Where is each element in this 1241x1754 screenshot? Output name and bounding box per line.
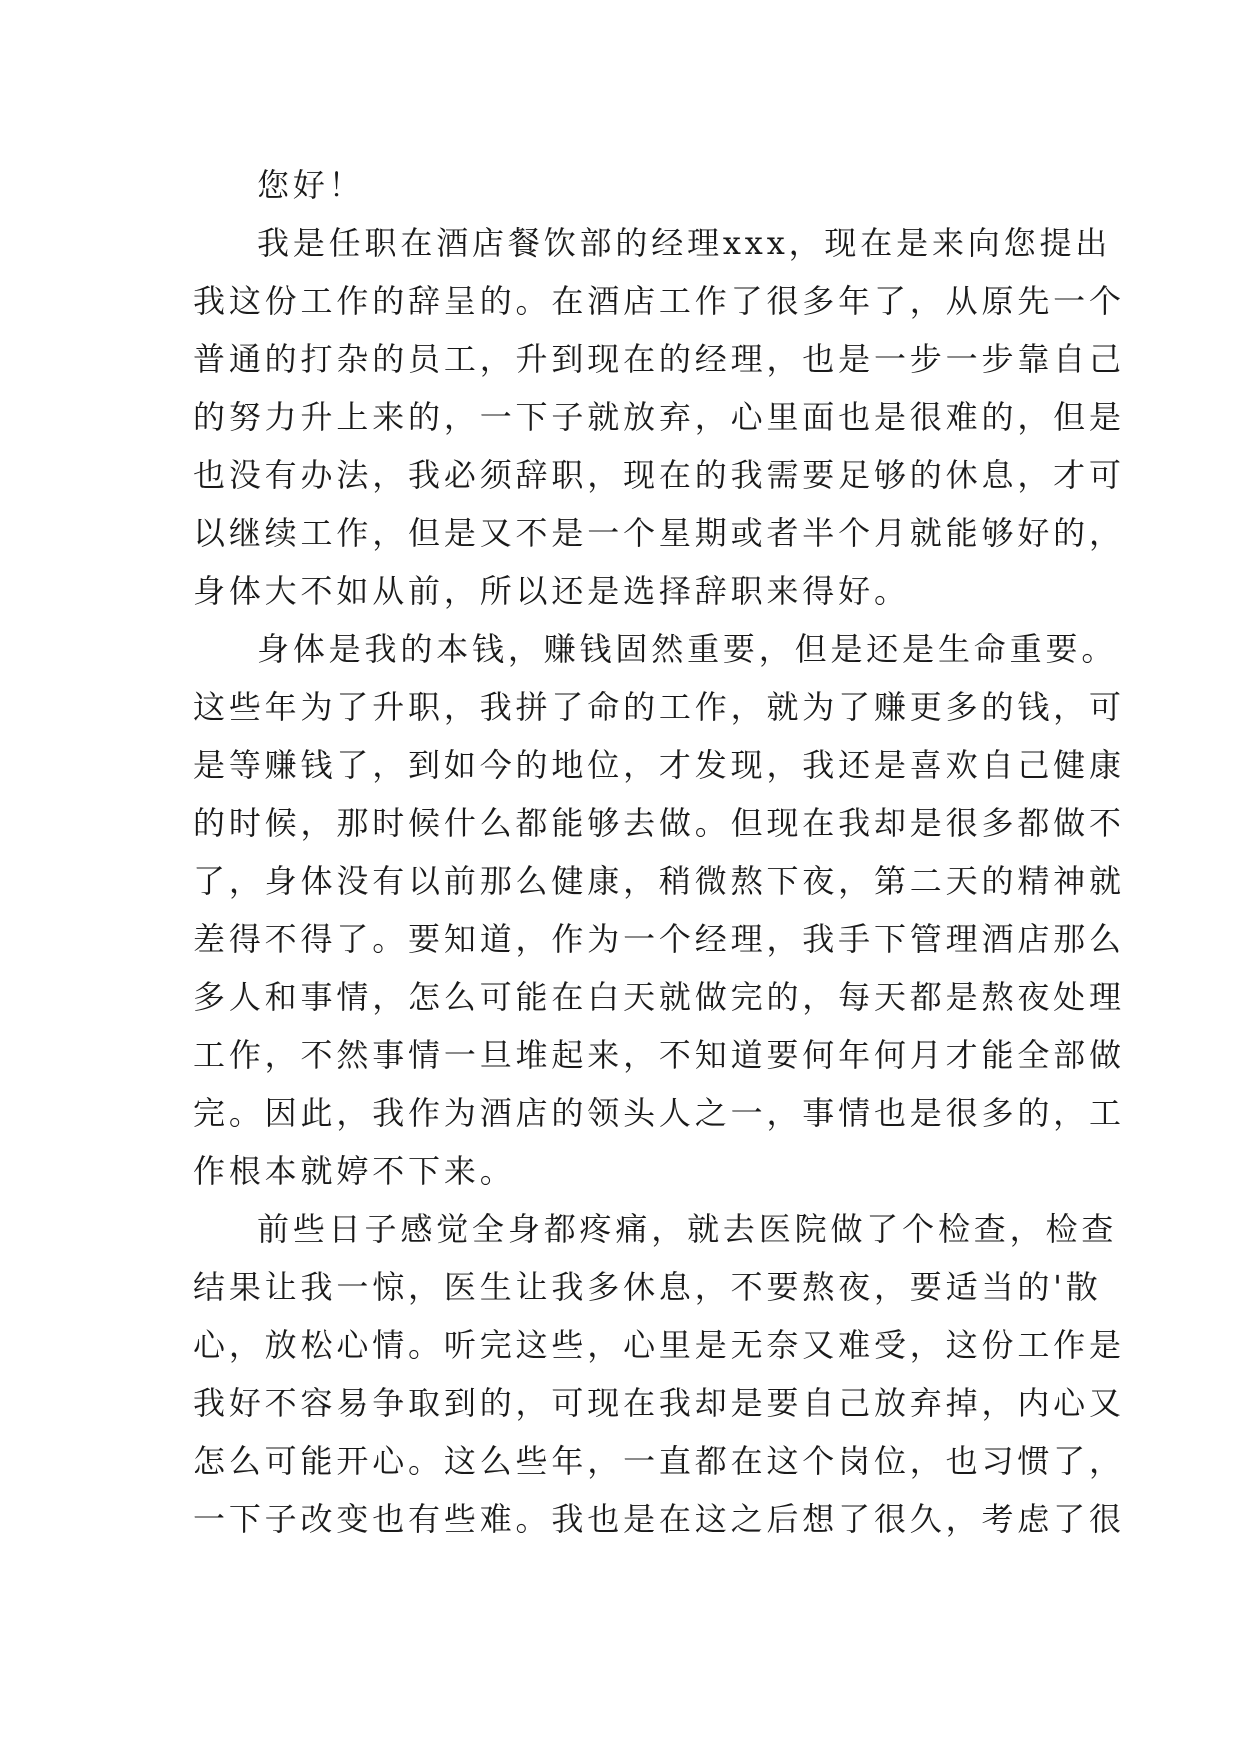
- text-line: 这些年为了升职，我拼了命的工作，就为了赚更多的钱，可: [193, 688, 1125, 726]
- text-line: 心，放松心情。听完这些，心里是无奈又难受，这份工作是: [193, 1326, 1125, 1364]
- letter-body: [193, 156, 1125, 1548]
- text-line: 我这份工作的辞呈的。在酒店工作了很多年了，从原先一个: [193, 282, 1125, 320]
- greeting-line: 您好！: [257, 166, 365, 204]
- text-line: 身体是我的本钱，赚钱固然重要，但是还是生命重要。: [257, 630, 1118, 668]
- text-line: 多人和事情，怎么可能在白天就做完的，每天都是熬夜处理: [193, 978, 1125, 1016]
- text-line: 我是任职在酒店餐饮部的经理xxx，现在是来向您提出: [257, 224, 1112, 262]
- text-line: 普通的打杂的员工，升到现在的经理，也是一步一步靠自己: [193, 340, 1125, 378]
- text-line: 工作，不然事情一旦堆起来，不知道要何年何月才能全部做: [193, 1036, 1125, 1074]
- text-line: 完。因此，我作为酒店的领头人之一，事情也是很多的，工: [193, 1094, 1125, 1132]
- text-line: 的努力升上来的，一下子就放弃，心里面也是很难的，但是: [193, 398, 1125, 436]
- text-line: 差得不得了。要知道，作为一个经理，我手下管理酒店那么: [193, 920, 1125, 958]
- text-line: 怎么可能开心。这么些年，一直都在这个岗位，也习惯了，: [193, 1442, 1125, 1480]
- text-line: 的时候，那时候什么都能够去做。但现在我却是很多都做不: [193, 804, 1125, 842]
- text-line: 结果让我一惊，医生让我多休息，不要熬夜，要适当的'散: [193, 1268, 1102, 1306]
- text-line: 身体大不如从前，所以还是选择辞职来得好。: [193, 572, 910, 610]
- text-line: 了，身体没有以前那么健康，稍微熬下夜，第二天的精神就: [193, 862, 1125, 900]
- text-line: 以继续工作，但是又不是一个星期或者半个月就能够好的，: [193, 514, 1125, 552]
- text-line: 一下子改变也有些难。我也是在这之后想了很久，考虑了很: [193, 1500, 1125, 1538]
- text-line: 也没有办法，我必须辞职，现在的我需要足够的休息，才可: [193, 456, 1125, 494]
- text-line: 作根本就婷不下来。: [193, 1152, 516, 1190]
- text-line: 是等赚钱了，到如今的地位，才发现，我还是喜欢自己健康: [193, 746, 1125, 784]
- text-line: 前些日子感觉全身都疼痛，就去医院做了个检查，检查: [257, 1210, 1118, 1248]
- text-line: 我好不容易争取到的，可现在我却是要自己放弃掉，内心又: [193, 1384, 1125, 1422]
